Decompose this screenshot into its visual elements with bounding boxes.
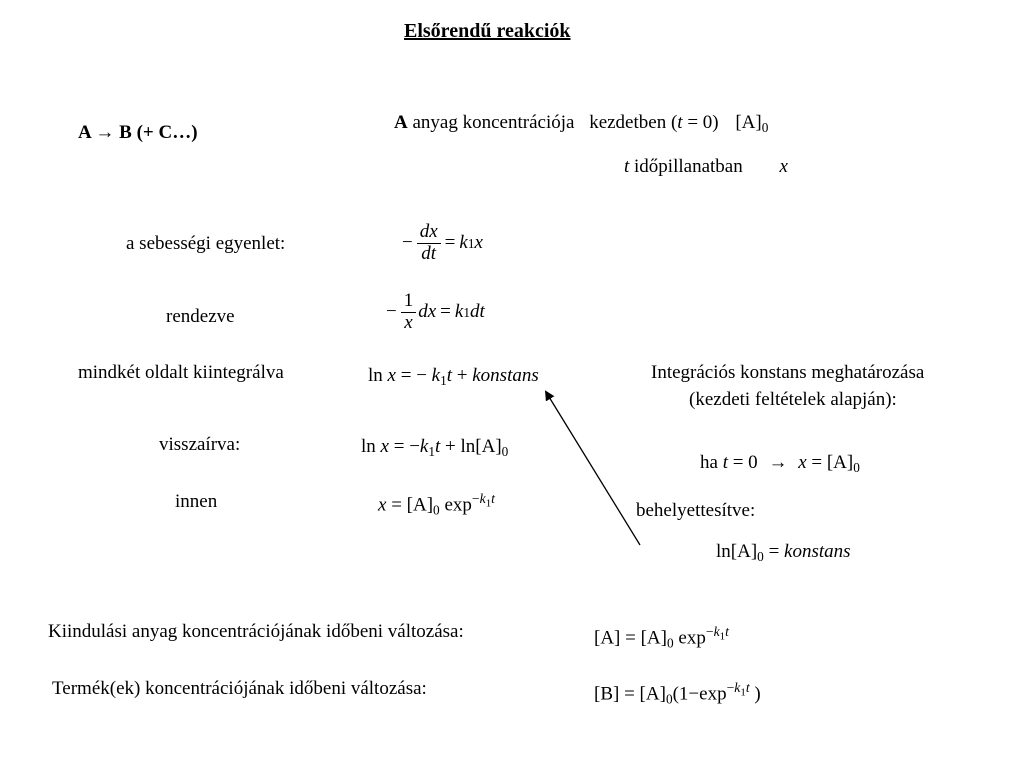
ln-symbol: ln: [368, 365, 383, 386]
equals-sign: =: [393, 436, 405, 457]
reactant-concentration: [A]: [594, 627, 621, 649]
initial-subscript: 0: [665, 691, 673, 707]
reaction-scheme: A → B (+ C…): [78, 122, 198, 143]
rate-constant: k: [419, 436, 429, 457]
exponent-k: k: [734, 680, 741, 695]
rate-constant: k: [454, 301, 464, 323]
konstans: konstans: [784, 541, 851, 562]
time-symbol: t: [624, 156, 630, 177]
concentration-text: anyag koncentrációja: [412, 112, 575, 133]
minus-sign: −: [688, 683, 700, 705]
minus-sign: −: [416, 365, 427, 386]
label-rate-equation: a sebességi egyenlet:: [126, 233, 286, 254]
denominator: dt: [421, 242, 437, 264]
integration-constant-note: Integrációs konstans meghatározása: [651, 362, 925, 383]
rate-constant-subscript: 1: [428, 443, 435, 459]
label-back-substituted: visszaírva:: [159, 434, 241, 455]
page-title: Elsőrendű reakciók: [404, 20, 571, 42]
initial-concentration-subscript: 0: [761, 119, 769, 135]
x-symbol: x: [378, 494, 387, 516]
species-a: A: [394, 112, 408, 133]
initial-subscript: 0: [853, 459, 860, 475]
ha-word: ha: [700, 452, 718, 473]
equals-sign: =: [400, 365, 412, 386]
equals-sign: =: [391, 494, 402, 516]
time-instant-text: időpillanatban: [634, 156, 743, 177]
time-symbol: t: [677, 112, 683, 133]
equals-sign: =: [768, 541, 780, 562]
initial-concentration: [A]: [639, 683, 666, 705]
label-hence: innen: [175, 491, 218, 512]
initial-subscript: 0: [501, 443, 509, 459]
exponent: [705, 624, 729, 643]
dt-symbol: dt: [469, 301, 485, 323]
exponent-t: t: [745, 680, 750, 695]
rate-constant-subscript: 1: [467, 235, 475, 251]
exponent-minus: −: [726, 680, 735, 695]
t-symbol: t: [722, 452, 728, 473]
equals-sign: =: [440, 301, 451, 323]
minus-sign: −: [386, 301, 397, 323]
x-symbol: x: [779, 156, 788, 177]
numerator: 1: [401, 291, 417, 313]
exponent: [726, 680, 750, 699]
ln-initial-concentration: ln[A]: [460, 436, 502, 457]
exp-symbol: exp: [444, 494, 472, 516]
label-rearranged: rendezve: [166, 306, 235, 327]
equals-sign: =: [625, 627, 636, 649]
numerator: dx: [417, 222, 441, 244]
t-symbol: t: [435, 436, 441, 457]
initial-concentration: = [A]: [806, 452, 854, 473]
plus-sign: +: [445, 436, 456, 457]
x-symbol: x: [380, 436, 389, 457]
label-product-change: Termék(ek) koncentrációjának időbeni változása:: [52, 678, 427, 699]
exponent-k-subscript: 1: [485, 497, 492, 510]
product-concentration: [B]: [594, 683, 620, 705]
dx-symbol: dx: [418, 301, 437, 323]
initial-concentration: [A]: [640, 627, 667, 649]
konstans: konstans: [472, 365, 539, 386]
x-symbol: x: [387, 365, 396, 386]
open-paren-one: (1: [672, 683, 689, 705]
rate-constant-subscript: 1: [440, 372, 447, 388]
exp-symbol: exp: [699, 683, 727, 705]
initial-concentration: [A]: [406, 494, 434, 516]
plus-sign: +: [456, 365, 468, 386]
initial-subscript: 0: [667, 635, 674, 651]
initial-time-label: kezdetben (: [589, 112, 678, 133]
ln-initial-concentration: ln[A]: [716, 541, 758, 562]
label-integrated: mindkét oldalt kiintegrálva: [78, 362, 284, 383]
reactant-equation: [594, 624, 729, 651]
rate-constant: k: [459, 232, 468, 254]
initial-subscript: 0: [433, 502, 440, 518]
close-paren: ): [754, 683, 761, 705]
initial-concentration-symbol: [A]: [735, 112, 762, 133]
denominator: x: [404, 311, 413, 333]
label-substituted: behelyettesítve:: [636, 500, 756, 521]
exponent-k-subscript: 1: [740, 686, 746, 699]
initial-conditions-note: (kezdeti feltételek alapján):: [689, 389, 897, 410]
product-equation: [594, 680, 761, 707]
x-symbol: x: [474, 232, 483, 254]
t-symbol: t: [446, 365, 453, 386]
exponent-t: t: [491, 491, 495, 506]
exp-symbol: exp: [678, 627, 706, 649]
time-zero: = 0): [682, 112, 719, 133]
ln-symbol: ln: [361, 436, 376, 457]
equals-sign: =: [444, 232, 456, 254]
arrow-line: [546, 392, 640, 545]
x-symbol: x: [798, 452, 807, 473]
exponent-k: k: [479, 491, 486, 506]
minus-sign: −: [402, 232, 413, 254]
rate-constant: k: [431, 365, 441, 386]
exponent-k-subscript: 1: [719, 630, 726, 643]
exponent-minus: −: [705, 624, 714, 639]
exponent-minus: −: [471, 491, 480, 506]
exponent-t: t: [725, 624, 729, 639]
equals-sign: =: [624, 683, 635, 705]
implies-arrow: →: [768, 452, 788, 473]
rate-constant-subscript: 1: [463, 304, 470, 320]
label-reactant-change: Kiindulási anyag koncentrációjának időbeni változása:: [48, 621, 464, 642]
minus-sign: −: [409, 436, 420, 457]
time-zero: = 0: [727, 452, 758, 473]
initial-subscript: 0: [757, 548, 764, 564]
exponent-k: k: [713, 624, 720, 639]
